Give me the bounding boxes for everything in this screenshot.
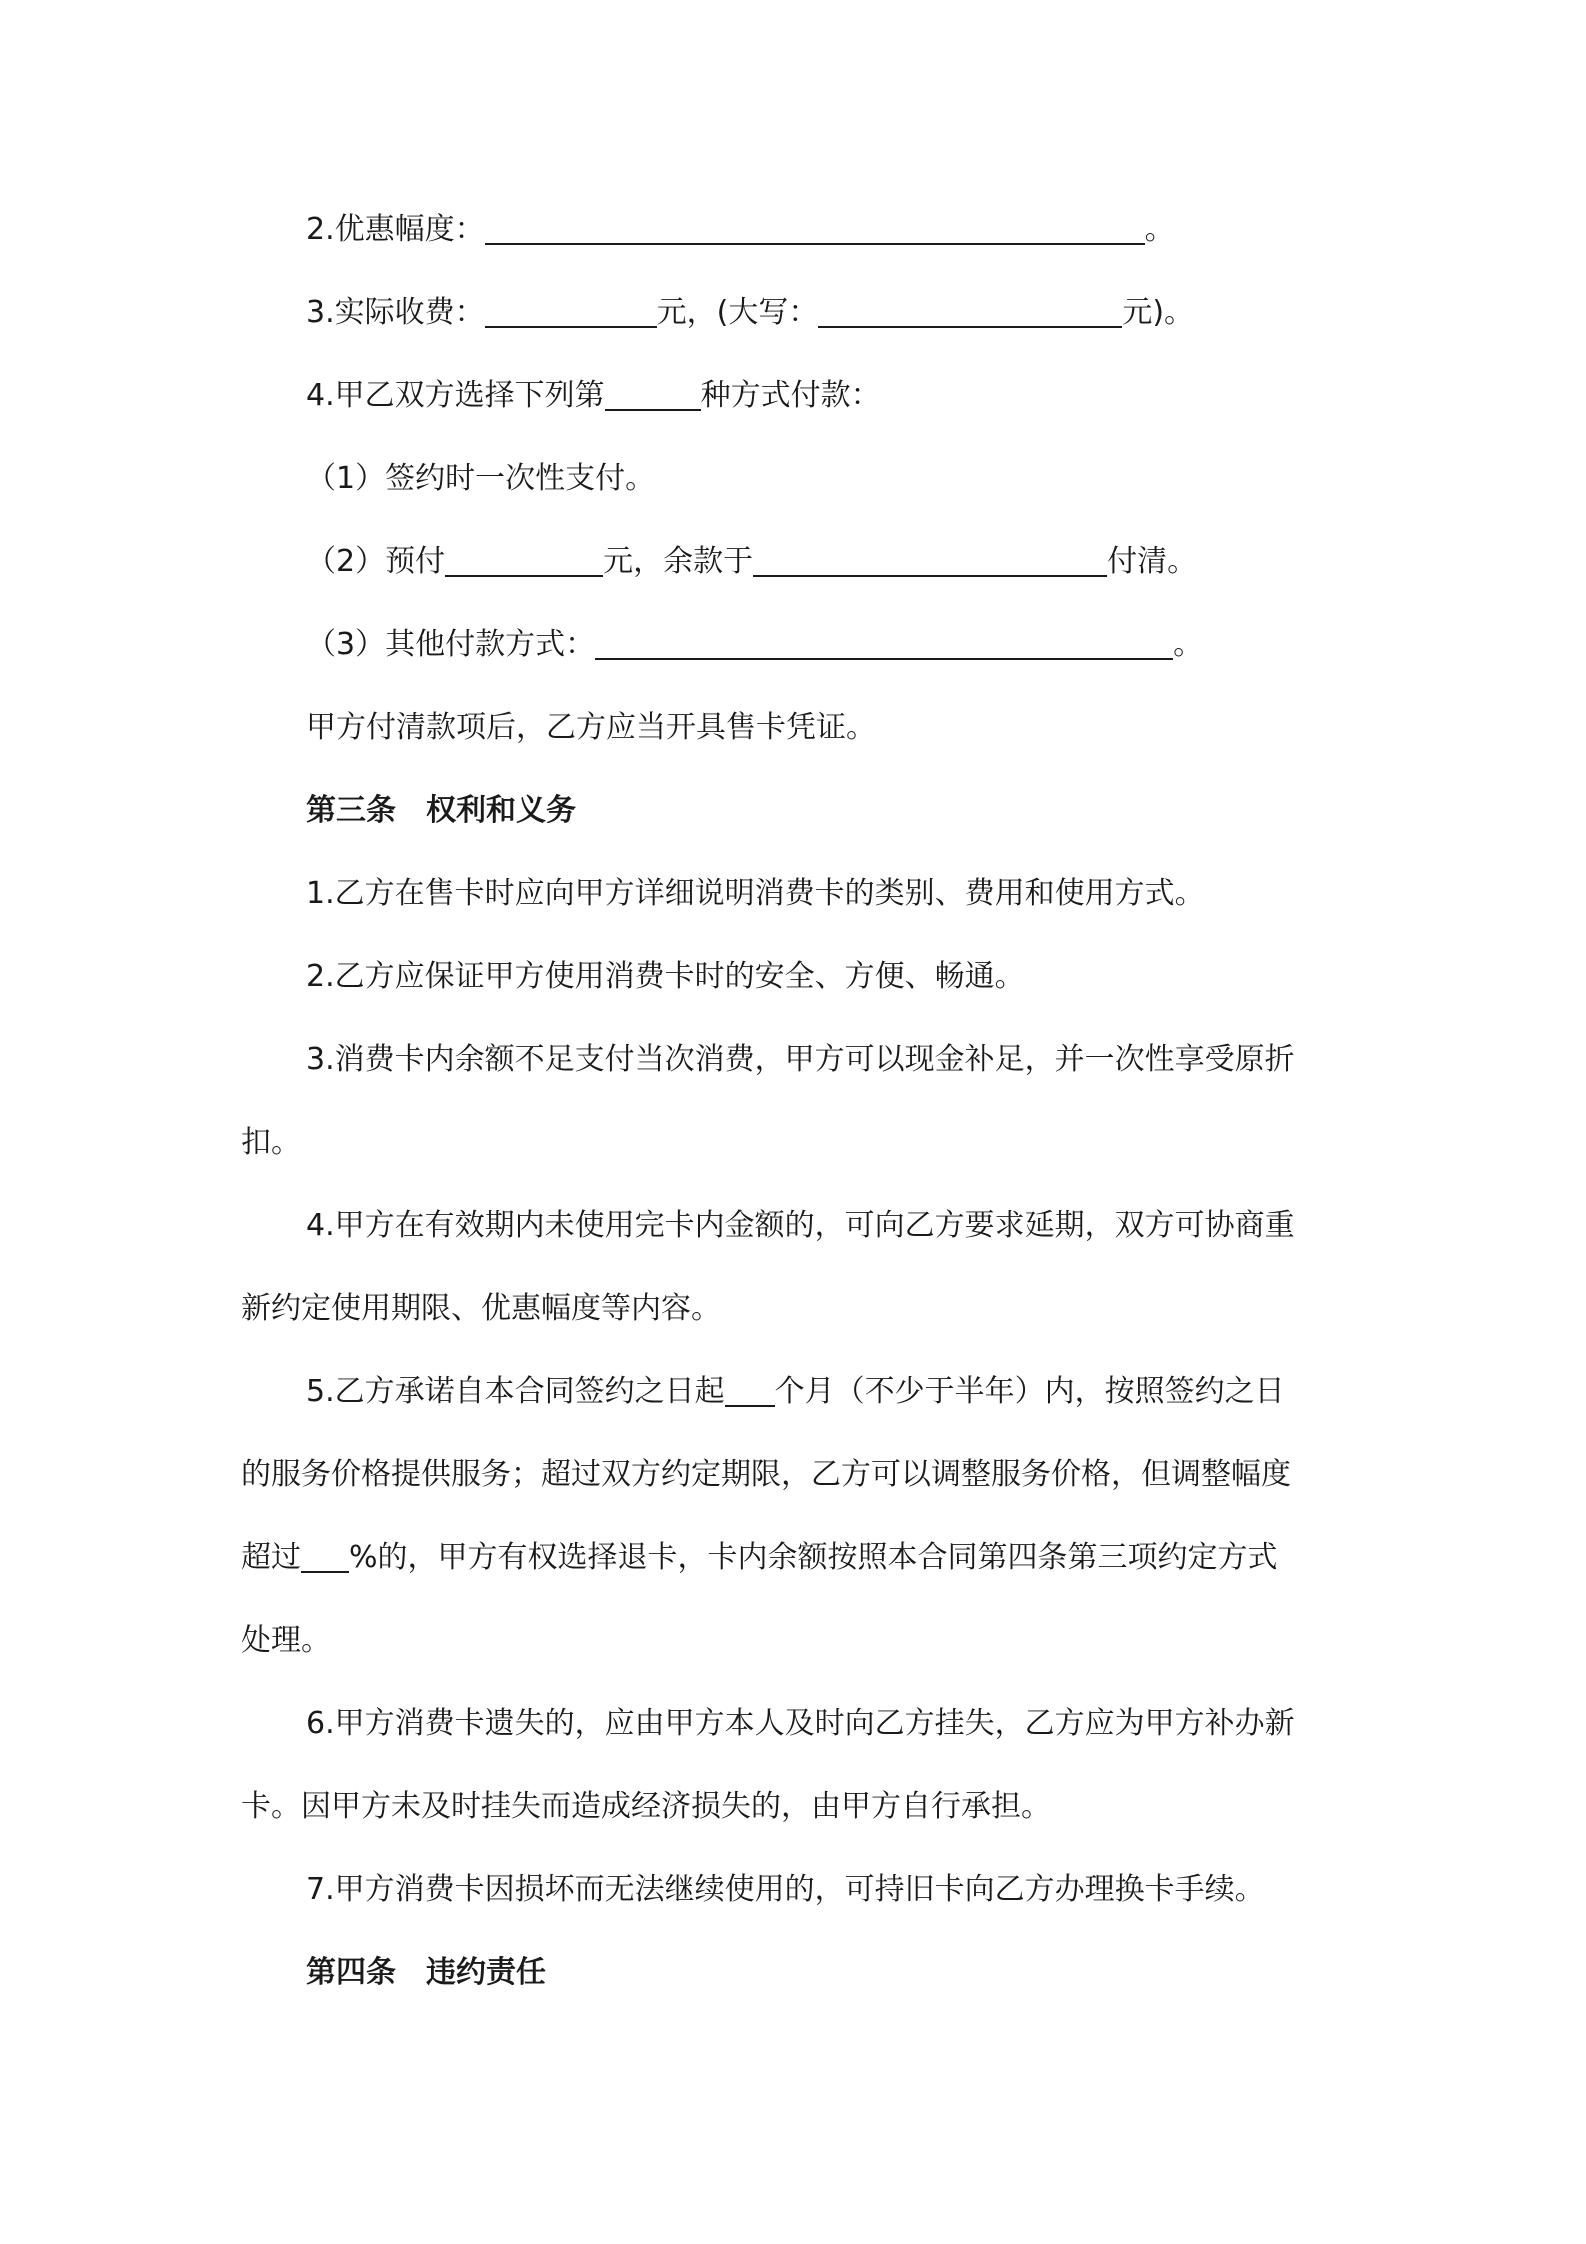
payment-option-3: （3）其他付款方式： 。 <box>306 627 1204 662</box>
article-3-item-5-line-1: 5.乙方承诺自本合同签约之日起 个月（不少于半年）内，按照签约之日 <box>306 1374 1285 1409</box>
discount-line: 2.优惠幅度： 。 <box>306 212 1175 247</box>
article-3-item-5-line-4: 处理。 <box>241 1623 331 1658</box>
voucher-line: 甲方付清款项后，乙方应当开具售卡凭证。 <box>306 710 876 745</box>
article-3-item-2: 2.乙方应保证甲方使用消费卡时的安全、方便、畅通。 <box>306 959 1025 994</box>
article-3-item-5-line-2: 的服务价格提供服务；超过双方约定期限，乙方可以调整服务价格，但调整幅度 <box>241 1457 1291 1492</box>
payment-method-blank[interactable] <box>605 379 701 411</box>
article-3-item-5-line-3: 超过 %的，甲方有权选择退卡，卡内余额按照本合同第四条第三项约定方式 <box>241 1540 1278 1575</box>
article-3-item-4-line-2: 新约定使用期限、优惠幅度等内容。 <box>241 1291 721 1326</box>
article-4-heading: 第四条 违约责任 <box>306 1955 546 1990</box>
payment-method-line: 4.甲乙双方选择下列第 种方式付款： <box>306 378 881 413</box>
other-method-blank[interactable] <box>595 628 1173 660</box>
article-3-heading: 第三条 权利和义务 <box>306 793 576 828</box>
article-3-item-6-line-1: 6.甲方消费卡遗失的，应由甲方本人及时向乙方挂失，乙方应为甲方补办新 <box>306 1706 1295 1741</box>
article-3-item-6-line-2: 卡。因甲方未及时挂失而造成经济损失的，由甲方自行承担。 <box>241 1789 1051 1824</box>
article-3-item-7: 7.甲方消费卡因损坏而无法继续使用的，可持旧卡向乙方办理换卡手续。 <box>306 1872 1265 1907</box>
actual-fee-blank[interactable] <box>485 296 657 328</box>
article-3-item-4-line-1: 4.甲方在有效期内未使用完卡内金额的，可向乙方要求延期，双方可协商重 <box>306 1208 1295 1243</box>
balance-date-blank[interactable] <box>753 545 1107 577</box>
article-3-item-3-line-2: 扣。 <box>241 1125 301 1160</box>
article-3-item-1: 1.乙方在售卡时应向甲方详细说明消费卡的类别、费用和使用方式。 <box>306 876 1205 911</box>
article-3-item-3-line-1: 3.消费卡内余额不足支付当次消费，甲方可以现金补足，并一次性享受原折 <box>306 1042 1295 1077</box>
prepay-amount-blank[interactable] <box>445 545 603 577</box>
discount-blank[interactable] <box>485 213 1145 245</box>
actual-fee-uppercase-blank[interactable] <box>818 296 1122 328</box>
payment-option-2: （2）预付 元，余款于 付清。 <box>306 544 1198 579</box>
percent-blank[interactable] <box>301 1541 349 1573</box>
payment-option-1: （1）签约时一次性支付。 <box>306 461 656 496</box>
months-blank[interactable] <box>725 1375 775 1407</box>
actual-fee-line: 3.实际收费： 元，(大写： 元)。 <box>306 295 1195 330</box>
